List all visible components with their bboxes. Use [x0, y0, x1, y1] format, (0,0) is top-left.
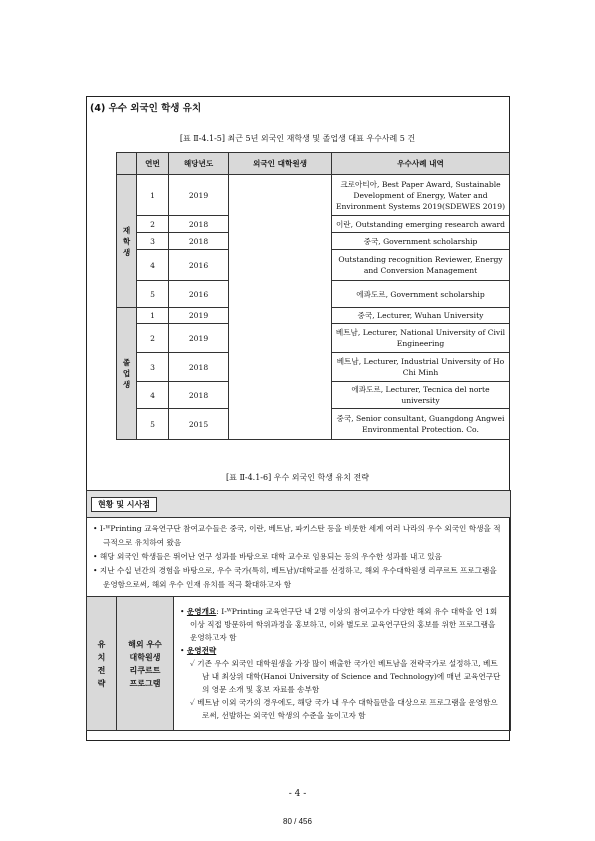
table1-header-row — [117, 153, 510, 175]
page-number: - 4 - — [288, 789, 307, 799]
status-header-row — [87, 491, 511, 518]
table1-caption: [표 Ⅱ-4.1-5] 최근 5년 외국인 재학생 및 졸업생 대표 우수사례 5 건 — [179, 134, 416, 143]
table2-caption: [표 Ⅱ-4.1-6] 우수 외국인 학생 유치 전략 — [226, 473, 369, 482]
list-item: ✓ 베트남 이외 국가의 경우에도, 해당 국가 내 우수 대학들만을 대상으로 프로그램을 운영함으로써, 선발하는 외국인 학생의 수준을 높이고자 함 — [190, 698, 498, 720]
table-row: 5 2016 에콰도르, Government scholarship — [117, 281, 510, 308]
strategy-content — [174, 597, 511, 731]
status-label: 현황 및 시사점 — [91, 497, 157, 512]
strategy-side-label: 유 치 전 략 — [87, 597, 117, 731]
status-items — [87, 518, 511, 597]
group-label-current: 재 학 생 — [117, 175, 137, 308]
table-row: 재 학 생 1 2019 크로아티아, Best Paper Award, Sustainable Development of Energy, Water and Environment Systems 2019(SDEWES 2019) — [117, 175, 510, 216]
table1-outstanding-cases — [116, 152, 510, 440]
list-item: • 지난 수십 년간의 경험을 바탕으로, 우수 국가(특히, 베트남)/대학교를 선정하고, 해외 우수대학원생 리쿠르트 프로그램을 운영함으로써, 해외 우수 인재 유치를 적극 확대하고자 함 — [93, 566, 497, 589]
student-name-column — [229, 175, 332, 440]
col-header-student: 외국인 대학원생 — [229, 153, 332, 175]
table-row: 3 2018 중국, Government scholarship — [117, 233, 510, 250]
col-header-year: 해당년도 — [169, 153, 229, 175]
table-row: 졸 업 생 1 2019 중국, Lecturer, Wuhan University — [117, 308, 510, 324]
col-header-no: 연번 — [137, 153, 169, 175]
page-counter-footer: 80 / 456 — [283, 817, 312, 826]
strategy-heading: • 운영전략 — [180, 646, 217, 655]
table-row: 3 2018 베트남, Lecturer, Industrial University of Ho Chi Minh — [117, 353, 510, 382]
overview-label: 운영개요 — [186, 607, 217, 616]
overview-item: • 운영개요: I-ᵂPrinting 교육연구단 내 2명 이상의 참여교수가 다양한 해외 유수 대학을 연 1회 이상 직접 방문하여 학위과정을 홍보하고, 이와 별도로 교육연구단의 홍보를 위한 프로그램을 운영하고자 함 — [180, 607, 498, 642]
table-row: 5 2015 중국, Senior consultant, Guangdong Angwei Environmental Protection. Co. — [117, 409, 510, 440]
strategy-label: 운영전략 — [186, 646, 217, 655]
status-row — [87, 518, 511, 597]
table-row: 2 2019 베트남, Lecturer, National University of Civil Engineering — [117, 324, 510, 353]
group-label-graduate: 졸 업 생 — [117, 308, 137, 440]
strategy-row — [87, 597, 511, 731]
table-row: 4 2018 에콰도르, Lecturer, Tecnica del norte university — [117, 382, 510, 409]
list-item: • 해당 외국인 학생들은 뛰어난 연구 성과를 바탕으로 대학 교수로 임용되는 등의 우수한 성과를 내고 있음 — [93, 552, 442, 561]
table-row: 2 2018 이란, Outstanding emerging research award — [117, 216, 510, 233]
table2-recruit-strategy — [86, 490, 511, 731]
list-item: ✓ 기존 우수 외국인 대학원생을 가장 많이 배출한 국가인 베트남을 전략국가로 설정하고, 베트남 내 최상위 대학(Hanoi University of Science and Technology)에 매년 교육연구단의 영문 소개 및 홍보 자료를 송부함 — [190, 659, 501, 694]
section-title: (4) 우수 외국인 학생 유치 — [90, 103, 202, 114]
program-label: 해외 우수 대학원생 리쿠르트 프로그램 — [117, 597, 174, 731]
list-item: • I-ᵂPrinting 교육연구단 참여교수들은 중국, 이란, 베트남, 파키스탄 등을 비롯한 세계 여러 나라의 우수 외국인 학생을 적극적으로 유치하여 왔음 — [93, 524, 501, 547]
col-header-detail: 우수사례 내역 — [332, 153, 510, 175]
table-row: 4 2016 Outstanding recognition Reviewer, Energy and Conversion Management — [117, 250, 510, 281]
